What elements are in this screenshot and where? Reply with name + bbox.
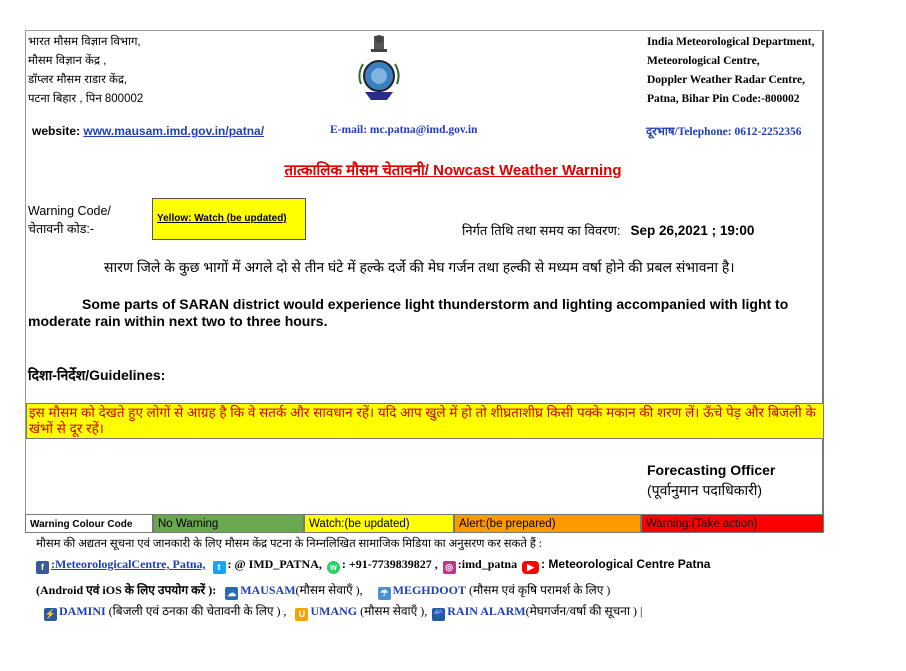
damini-app-icon: ⚡ <box>44 609 57 619</box>
whatsapp-number[interactable]: : +91-7739839827 , <box>341 557 438 571</box>
warning-message-hindi: सारण जिले के कुछ भागों में अगले दो से तीन घंटे में हल्के दर्जे की मेघ गर्जन तथा हल्की से मध्यम वर्षा होने की प्रबल संभावना है। <box>104 259 735 275</box>
apps-intro: (Android एवं iOS के लिए उपयोग करें ): <box>36 583 217 597</box>
legend-label: Warning Colour Code <box>25 514 153 533</box>
header-left <box>28 33 143 109</box>
rain-alarm-app-icon: ☔ <box>433 609 445 619</box>
header-left-line: भारत मौसम विज्ञान विभाग, <box>28 36 141 48</box>
header-left-line: डॉप्लर मौसम राडार केंद्र, <box>28 74 128 86</box>
umang-app-icon: U <box>295 608 308 621</box>
rain-alarm-app-desc: (मेघगर्जन/वर्षा की सूचना ) | <box>525 604 643 618</box>
youtube-icon: ▶ <box>522 561 539 574</box>
email-text: E-mail: mc.patna@imd.gov.in <box>330 124 478 136</box>
instagram-icon: ◎ <box>443 561 456 574</box>
warning-colour-legend <box>25 514 824 533</box>
rain-alarm-app-name[interactable]: RAIN ALARM <box>447 604 526 618</box>
facebook-icon: f <box>36 561 49 574</box>
whatsapp-icon: w <box>327 561 340 574</box>
damini-app-name[interactable]: DAMINI <box>59 604 106 618</box>
telephone-text: दूरभाष/Telephone: 0612-2252356 <box>646 126 802 138</box>
guidelines-label: दिशा-निर्देश/Guidelines: <box>28 367 166 383</box>
header-left-line: मौसम विज्ञान केंद्र , <box>28 55 107 67</box>
header-right-line: Doppler Weather Radar Centre, <box>647 74 806 86</box>
twitter-icon: t <box>213 561 226 574</box>
officer-title: Forecasting Officer <box>647 462 776 478</box>
header-right-line: Patna, Bihar Pin Code:-800002 <box>647 93 800 105</box>
mausam-app-name[interactable]: MAUSAM <box>240 583 296 597</box>
website-row <box>32 124 264 138</box>
legend-watch: Watch:(be updated) <box>304 514 454 533</box>
mausam-app-desc: (मौसम सेवाएँ ), <box>295 583 363 597</box>
issue-label: निर्गत तिथि तथा समय का विवरण: <box>462 223 621 238</box>
umang-app-desc: (मौसम सेवाएँ ), <box>360 604 428 618</box>
twitter-handle[interactable]: : @ IMD_PATNA, <box>227 557 322 571</box>
meghdoot-app-icon: ☂ <box>378 587 391 600</box>
damini-app-desc: (बिजली एवं ठनका की चेतावनी के लिए ) , <box>108 604 287 618</box>
legend-no-warning: No Warning <box>153 514 304 533</box>
warning-code-badge: Yellow: Watch (be updated) <box>152 198 306 240</box>
social-intro: मौसम की अद्यतन सूचना एवं जानकारी के लिए मौसम केंद्र पटना के निम्नलिखित सामाजिक मिडिया का अनुसरण कर सकते हैं : <box>36 538 542 550</box>
meghdoot-app-desc: (मौसम एवं कृषि परामर्श के लिए ) <box>468 583 611 597</box>
legend-warning: Warning:(Take action) <box>641 514 824 533</box>
apps-row-1 <box>36 581 610 600</box>
warning-code-label <box>28 202 111 238</box>
facebook-link[interactable]: :MeteorologicalCentre, Patna, <box>51 557 206 571</box>
officer-title-hindi: (पूर्वानुमान पदाधिकारी) <box>647 482 763 498</box>
issue-datetime: Sep 26,2021 ; 19:00 <box>630 223 755 238</box>
warning-message-english: Some parts of SARAN district would experience light thunderstorm and lighting accompanied with light to moderate rain within next two to three hours. <box>28 296 789 329</box>
imd-emblem-icon <box>357 34 401 104</box>
header-right-line: Meteorological Centre, <box>647 55 760 67</box>
apps-row-2 <box>44 602 642 621</box>
warning-code-label-line: Warning Code/ <box>28 204 111 218</box>
youtube-channel[interactable]: : Meteorological Centre Patna <box>541 557 711 571</box>
guidelines-text: इस मौसम को देखते हुए लोगों से आग्रह है कि वे सतर्क और सावधान रहें। यदि आप खुले में हो तो शीघ्रताशीघ्र किसी पक्के मकान की शरण लें। ऊँचे पेड़ और बिजली के खंभों से दूर रहें। <box>26 403 824 439</box>
warning-code-label-line: चेतावनी कोड:- <box>28 222 95 236</box>
header-right <box>647 33 814 109</box>
social-handles-row <box>36 557 710 574</box>
page-title: तात्कालिक मौसम चेतावनी/ Nowcast Weather Warning <box>284 162 622 179</box>
legend-alert: Alert:(be prepared) <box>454 514 641 533</box>
forecasting-officer <box>647 460 775 500</box>
website-label: website: <box>32 124 81 138</box>
header-right-line: India Meteorological Department, <box>647 36 815 48</box>
meghdoot-app-name[interactable]: MEGHDOOT <box>392 583 466 597</box>
header-left-line: पटना बिहार , पिन 800002 <box>28 93 144 105</box>
umang-app-name[interactable]: UMANG <box>310 604 358 618</box>
mausam-app-icon: ☁ <box>227 588 237 598</box>
instagram-handle[interactable]: :imd_patna <box>457 557 518 571</box>
issue-datetime-row <box>462 221 754 239</box>
website-link[interactable]: www.mausam.imd.gov.in/patna/ <box>83 124 265 138</box>
